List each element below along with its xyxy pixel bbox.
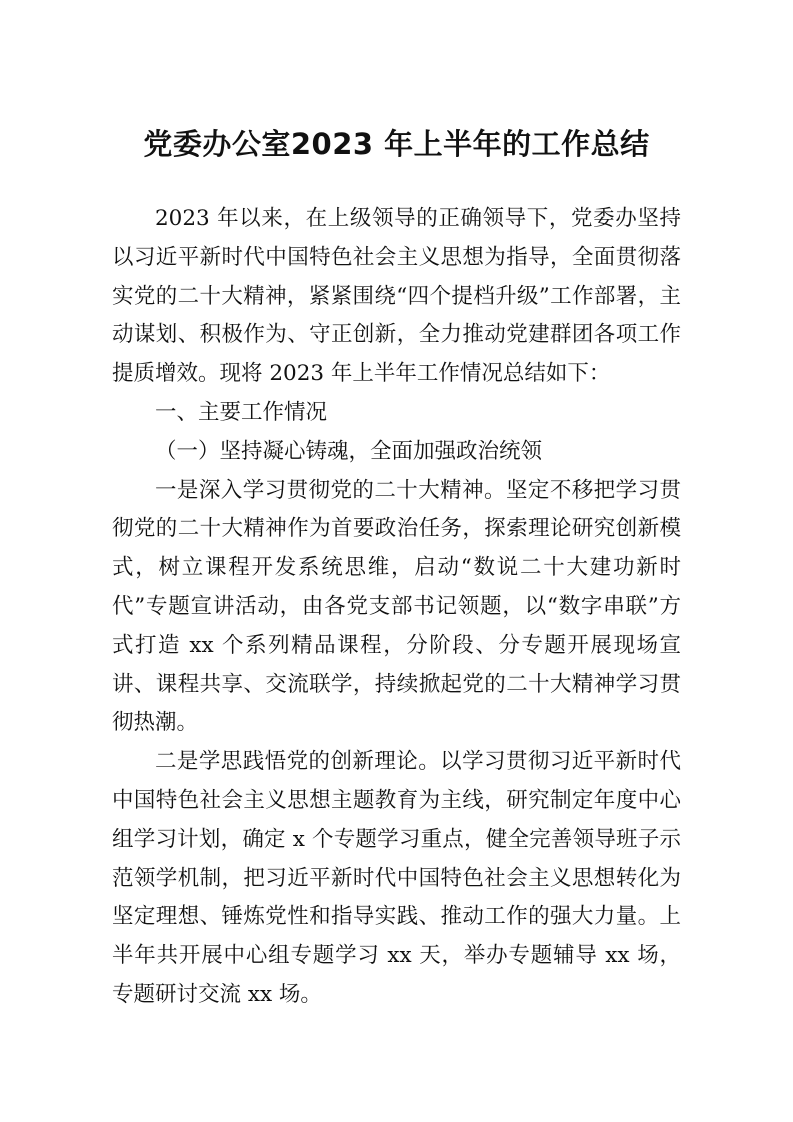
section-heading: 一、主要工作情况 (155, 399, 328, 425)
document-title: 党委办公室2023 年上半年的工作总结 (143, 127, 650, 161)
paragraph-intro: 2023 年以来，在上级领导的正确领导下，党委办坚持以习近平新时代中国特色社会主义思想为指导，全面贯彻落实党的二十大精神，紧紧围绕“四个提档升级”工作部署，主动谋划、积极作为、守正创新，全力推动党建群团各项工作提质增效。现将 2023 年上半年工作情况总结如下： (112, 206, 681, 387)
paragraph-point-one: 一是深入学习贯彻党的二十大精神。坚定不移把学习贯彻党的二十大精神作为首要政治任务，探索理论研究创新模式，树立课程开发系统思维，启动“数说二十大建功新时代”专题宣讲活动，由各党支部书记领题，以“数字串联”方式打造 xx 个系列精品课程，分阶段、分专题开展现场宣讲、课程共享、交流联学，持续掀起党的二十大精神学习贯彻热潮。 (112, 477, 681, 736)
paragraph-point-two: 二是学思践悟党的创新理论。以学习贯彻习近平新时代中国特色社会主义思想主题教育为主线，研究制定年度中心组学习计划，确定 x 个专题学习重点，健全完善领导班子示范领学机制，把习近平新时代中国特色社会主义思想转化为坚定理想、锤炼党性和指导实践、推动工作的强大力量。上半年共开展中心组专题学习 xx 天，举办专题辅导 xx 场，专题研讨交流 xx 场。 (112, 749, 681, 1007)
subsection-heading: （一）坚持凝心铸魂，全面加强政治统领 (155, 438, 543, 464)
document-body (112, 200, 681, 1015)
